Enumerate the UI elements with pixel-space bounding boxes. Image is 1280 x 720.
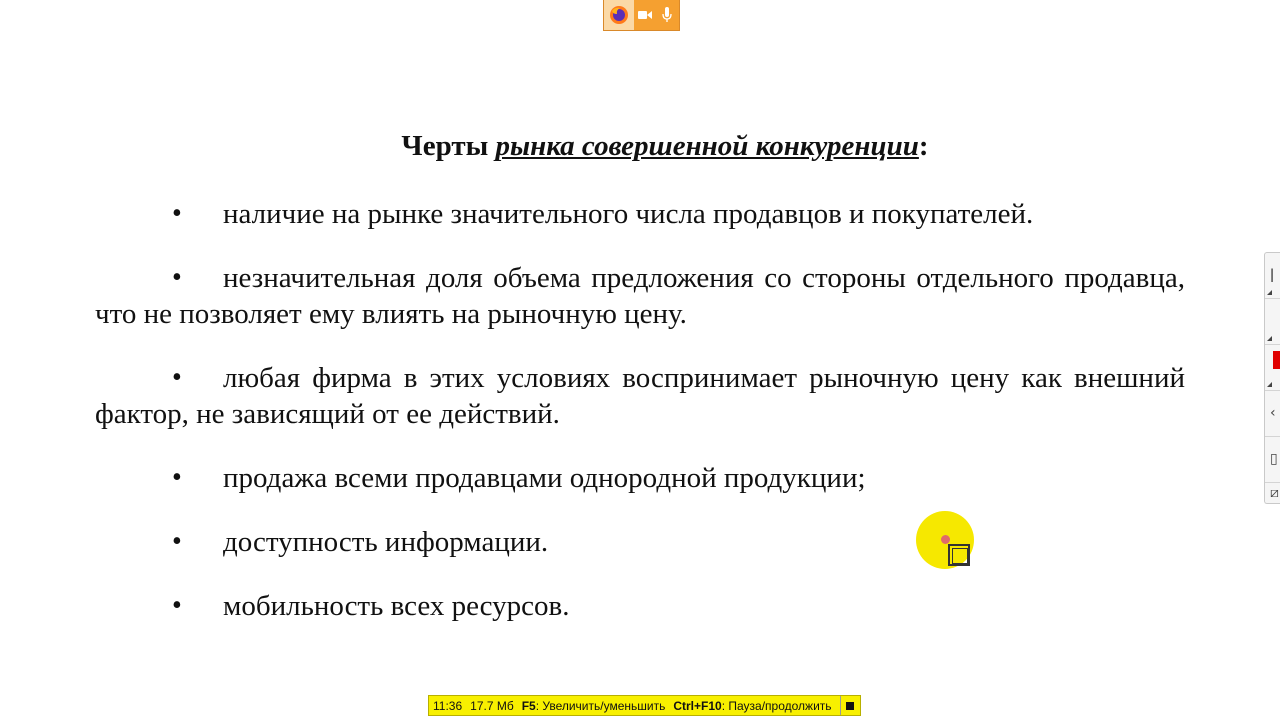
bullet-text: наличие на рынке значительного числа продавцов и покупателей. (223, 198, 1034, 230)
recorder-widget (603, 0, 680, 31)
title-suffix: : (918, 130, 929, 162)
bullet-text: любая фирма в этих условиях воспринимает рыночную цену как внешний фактор, не зависящий от ее действий. (95, 362, 1185, 430)
file-size: 17.7 Мб (470, 698, 514, 713)
camera-icon[interactable] (634, 0, 656, 30)
cursor-dot (941, 535, 950, 544)
bullet-icon: • (172, 590, 182, 621)
list-item (95, 360, 1185, 432)
dropdown-arrow-icon (1267, 382, 1272, 387)
bullet-icon: • (172, 262, 182, 293)
status-bar (428, 695, 861, 716)
undo-icon: ‹ (1270, 405, 1276, 421)
color-swatch (1273, 351, 1280, 369)
toolbar-item-shape[interactable] (1265, 299, 1280, 345)
bullet-text: продажа всеми продавцами однородной продукции; (223, 462, 866, 494)
title-prefix: Черты (401, 130, 496, 162)
title-emphasis: рынка совершенной конкуренции (495, 130, 919, 162)
toolbar-item-line[interactable] (1265, 253, 1280, 299)
pause-hint: : Пауза/продолжить (721, 698, 832, 713)
list-item (95, 196, 1185, 232)
list-item (95, 260, 1185, 332)
side-toolbar (1264, 252, 1280, 504)
bullet-text: мобильность всех ресурсов. (223, 590, 570, 622)
zoom-hotkey: F5 (521, 698, 536, 713)
trash-icon: ▯ (1270, 451, 1278, 467)
bullet-icon: • (172, 198, 182, 229)
slide-title (0, 130, 1280, 163)
dropdown-arrow-icon (1267, 336, 1272, 341)
zoom-hint: : Увеличить/уменьшить (535, 698, 666, 713)
bullet-text: незначительная доля объема предложения со стороны отдельного продавца, что не позволяет ему влиять на рыночную цену. (95, 262, 1185, 330)
cursor-icon (948, 544, 970, 566)
microphone-icon[interactable] (656, 0, 678, 30)
line-tool-icon: ǀ (1270, 267, 1275, 283)
list-item (95, 460, 1185, 496)
bullet-icon: • (172, 526, 182, 557)
toolbar-item-undo[interactable] (1265, 391, 1280, 437)
toolbar-item-color[interactable] (1265, 345, 1280, 391)
firefox-icon[interactable] (604, 0, 634, 30)
stop-icon (846, 702, 854, 710)
recording-time: 11:36 (433, 698, 463, 713)
toolbar-item-edit[interactable] (1265, 483, 1280, 505)
edit-icon: ⧄ (1270, 485, 1279, 501)
list-item (95, 524, 1185, 560)
toolbar-item-clear[interactable] (1265, 437, 1280, 483)
dropdown-arrow-icon (1267, 290, 1272, 295)
bullet-icon: • (172, 462, 182, 493)
pause-hotkey: Ctrl+F10 (673, 698, 722, 713)
bullet-icon: • (172, 362, 182, 393)
bullet-text: доступность информации. (223, 526, 549, 558)
list-item (95, 588, 1185, 624)
stop-button[interactable] (840, 696, 860, 715)
